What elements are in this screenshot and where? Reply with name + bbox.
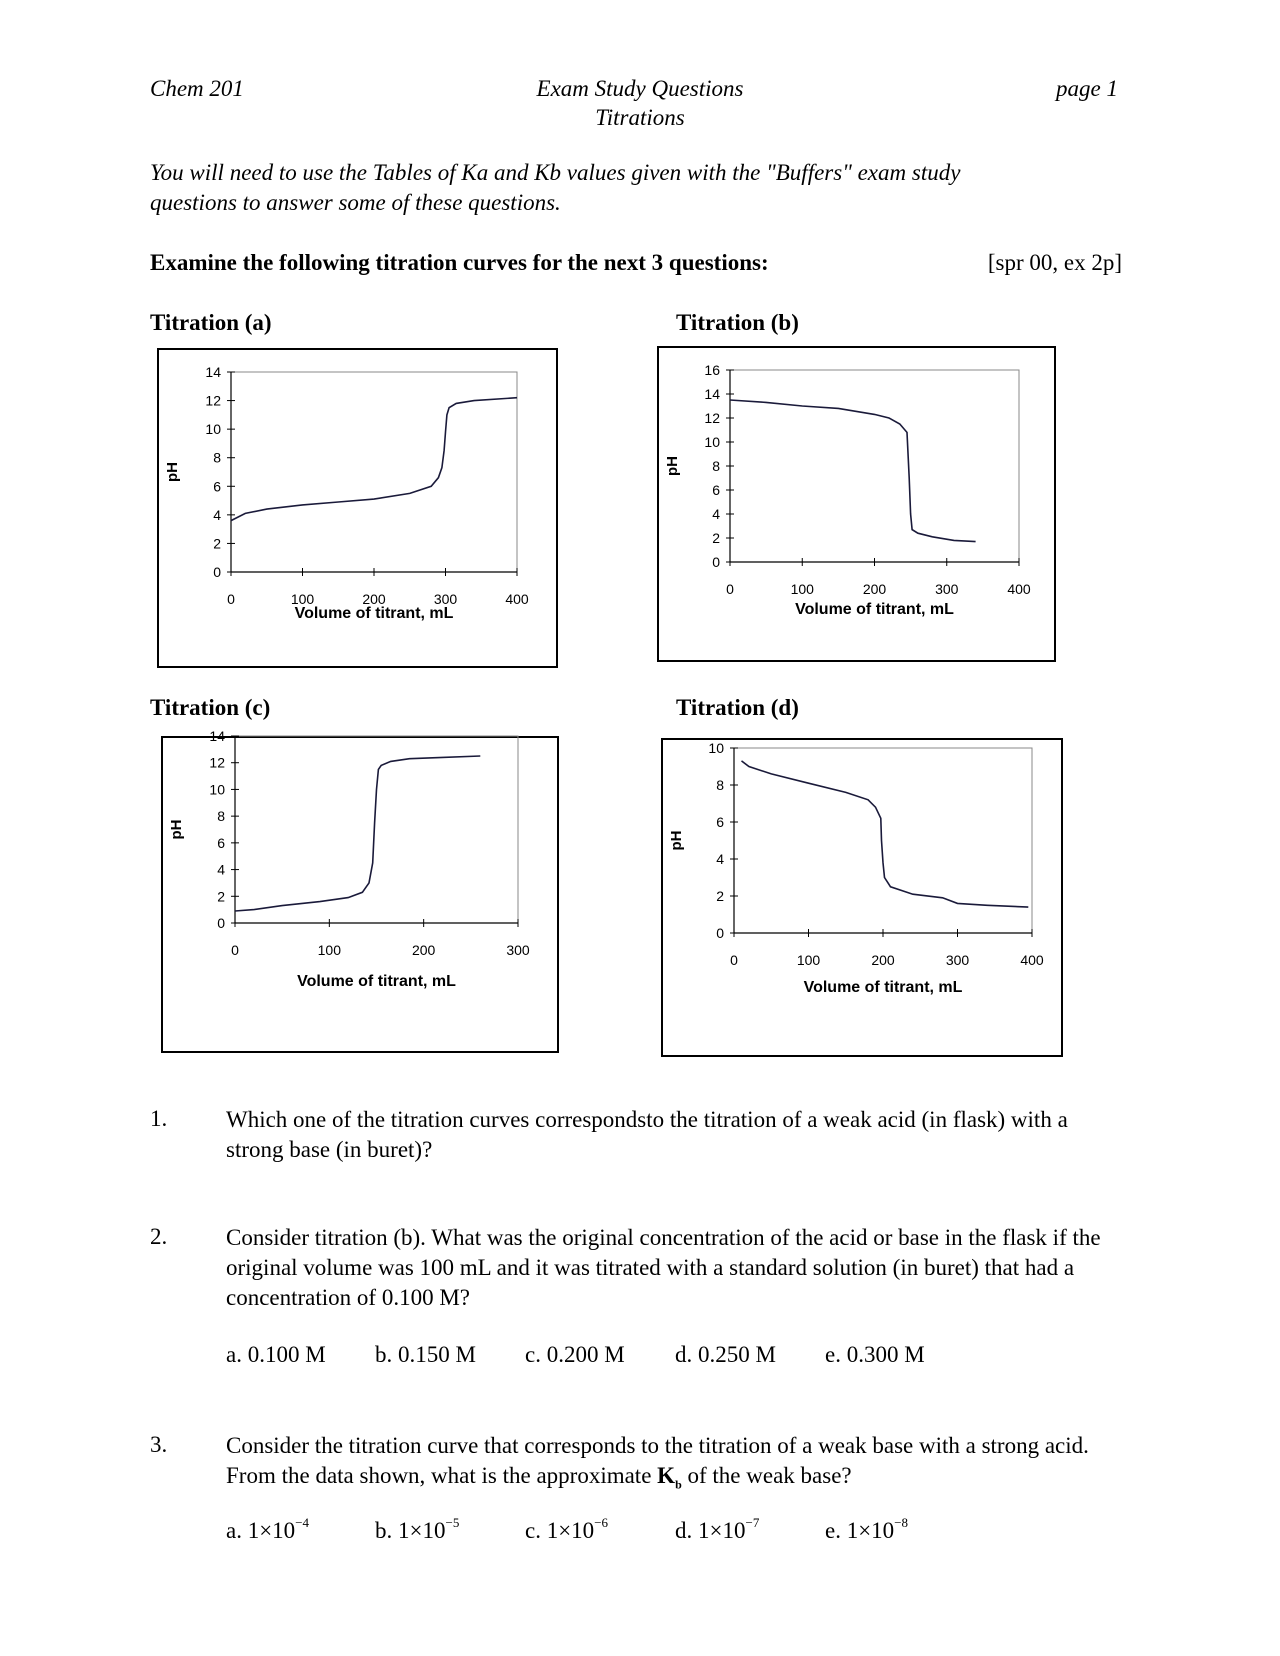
x-axis-label: Volume of titrant, mL xyxy=(297,973,456,990)
y-tick-label: 4 xyxy=(712,506,720,522)
question-3-text xyxy=(226,1431,1126,1500)
y-axis-label: pH xyxy=(668,830,685,851)
chart-d-svg xyxy=(663,740,1061,1055)
q2-choice-a: a. 0.100 M xyxy=(226,1342,326,1367)
x-tick-label: 400 xyxy=(1020,952,1044,968)
q2-choice-e: e. 0.300 M xyxy=(825,1342,925,1367)
y-tick-label: 12 xyxy=(205,392,221,409)
x-tick-label: 300 xyxy=(945,952,970,968)
x-tick-label: 400 xyxy=(505,591,529,607)
y-tick-label: 12 xyxy=(209,754,225,771)
x-tick-label: 300 xyxy=(506,942,530,958)
y-axis-label: pH xyxy=(664,456,681,476)
chart-c-svg xyxy=(163,728,557,1051)
y-tick-label: 4 xyxy=(217,861,225,878)
y-tick-label: 12 xyxy=(704,410,720,426)
y-tick-label: 14 xyxy=(209,728,225,744)
y-tick-label: 8 xyxy=(217,808,225,825)
x-tick-label: 200 xyxy=(862,581,887,597)
y-tick-label: 14 xyxy=(704,386,720,402)
chart-b xyxy=(657,346,1056,662)
x-axis-label: Volume of titrant, mL xyxy=(294,605,454,622)
x-tick-label: 400 xyxy=(1007,581,1031,597)
titration-curve xyxy=(742,761,1029,907)
y-axis-label: pH xyxy=(164,462,181,482)
question-2-number: 2. xyxy=(150,1224,168,1249)
chart-b-svg xyxy=(659,348,1054,660)
titration-c-label: Titration (c) xyxy=(150,695,271,720)
kb-symbol: $K_b$ xyxy=(657,1463,682,1492)
y-tick-label: 10 xyxy=(708,740,724,756)
document-subtitle: Titrations xyxy=(595,105,685,130)
x-tick-label: 100 xyxy=(790,581,814,597)
section-heading: Examine the following titration curves for the next 3 questions: xyxy=(150,250,769,275)
x-axis-label: Volume of titrant, mL xyxy=(795,601,954,618)
x-tick-label: 0 xyxy=(227,591,235,607)
y-tick-label: 0 xyxy=(217,915,225,931)
y-tick-label: 10 xyxy=(704,434,720,450)
titration-b-label: Titration (b) xyxy=(676,310,799,335)
y-tick-label: 16 xyxy=(704,362,720,378)
chart-a-svg xyxy=(159,350,556,666)
titration-d-label: Titration (d) xyxy=(676,695,799,720)
q2-choice-d: d. 0.250 M xyxy=(675,1342,776,1367)
y-axis-label: pH xyxy=(168,819,185,840)
y-tick-label: 0 xyxy=(716,925,724,941)
document-title: Exam Study Questions xyxy=(536,76,744,101)
chart-a xyxy=(157,348,558,668)
q3-choice-a: a. $1\times 10^{-4}$ xyxy=(226,1515,310,1543)
y-tick-label: 2 xyxy=(213,535,221,552)
q2-choice-b: b. 0.150 M xyxy=(375,1342,476,1367)
titration-a-label: Titration (a) xyxy=(150,310,272,335)
x-tick-label: 100 xyxy=(290,591,315,607)
plot-area xyxy=(235,736,518,923)
titration-curve xyxy=(231,398,517,521)
question-1-text: Which one of the titration curves correspondsto the titration of a weak acid (in flask) with a strong base (in buret)? xyxy=(226,1107,1068,1162)
titration-curve xyxy=(730,400,976,542)
y-tick-label: 10 xyxy=(205,421,221,438)
y-tick-label: 2 xyxy=(712,530,720,546)
x-tick-label: 300 xyxy=(935,581,959,597)
question-2-text: Consider titration (b). What was the original concentration of the acid or base in the flask if the original volume was 100 mL and it was titrated with a standard solution (in buret) that had a concentration of 0.100 M? xyxy=(226,1225,1101,1310)
x-tick-label: 200 xyxy=(411,942,436,958)
x-axis-label: Volume of titrant, mL xyxy=(803,979,963,996)
x-tick-label: 200 xyxy=(362,591,386,607)
page-number: page 1 xyxy=(1056,76,1118,101)
question-1-number: 1. xyxy=(150,1106,168,1131)
q2-choice-c: c. 0.200 M xyxy=(525,1342,625,1367)
x-tick-label: 100 xyxy=(796,952,821,968)
x-tick-label: 0 xyxy=(730,952,738,968)
y-tick-label: 4 xyxy=(213,506,221,523)
y-tick-label: 8 xyxy=(716,777,724,793)
y-tick-label: 10 xyxy=(209,781,225,798)
y-tick-label: 8 xyxy=(213,449,221,466)
q3-choice-c: c. $1\times 10^{-6}$ xyxy=(525,1515,609,1543)
intro-text: You will need to use the Tables of Ka and Kb values given with the "Buffers" exam study questions to answer some of these questions. xyxy=(150,160,961,215)
y-tick-label: 0 xyxy=(213,564,221,580)
y-tick-label: 2 xyxy=(716,888,724,904)
x-tick-label: 100 xyxy=(317,942,342,958)
y-tick-label: 6 xyxy=(712,482,720,498)
q3-choice-d: d. $1\times 10^{-7}$ xyxy=(675,1515,760,1543)
chart-c xyxy=(161,728,559,1053)
source-reference: [spr 00, ex 2p] xyxy=(987,250,1122,275)
y-tick-label: 4 xyxy=(716,851,724,867)
y-tick-label: 14 xyxy=(205,364,221,380)
question-3-number: 3. xyxy=(150,1432,168,1457)
chart-d xyxy=(661,738,1063,1057)
question-3-text-after: of the weak base? xyxy=(681,1463,852,1488)
y-tick-label: 0 xyxy=(712,554,720,570)
y-tick-label: 6 xyxy=(716,814,724,830)
y-tick-label: 2 xyxy=(217,888,225,905)
course-name: Chem 201 xyxy=(150,76,244,101)
q3-choice-e: e. $1\times 10^{-8}$ xyxy=(825,1515,909,1543)
x-tick-label: 0 xyxy=(231,942,239,958)
x-tick-label: 0 xyxy=(726,581,734,597)
x-tick-label: 300 xyxy=(433,591,458,607)
y-tick-label: 6 xyxy=(213,478,221,495)
y-tick-label: 6 xyxy=(217,834,225,851)
titration-curve xyxy=(235,756,480,911)
q3-choice-b: b. $1\times 10^{-5}$ xyxy=(375,1515,460,1543)
plot-area xyxy=(231,372,517,572)
plot-area xyxy=(730,370,1019,562)
question-3-text-before: Consider the titration curve that corresponds to the titration of a weak base with a strong acid. From the data shown, what is the approximate xyxy=(226,1433,1089,1488)
y-tick-label: 8 xyxy=(712,458,720,474)
x-tick-label: 200 xyxy=(871,952,895,968)
